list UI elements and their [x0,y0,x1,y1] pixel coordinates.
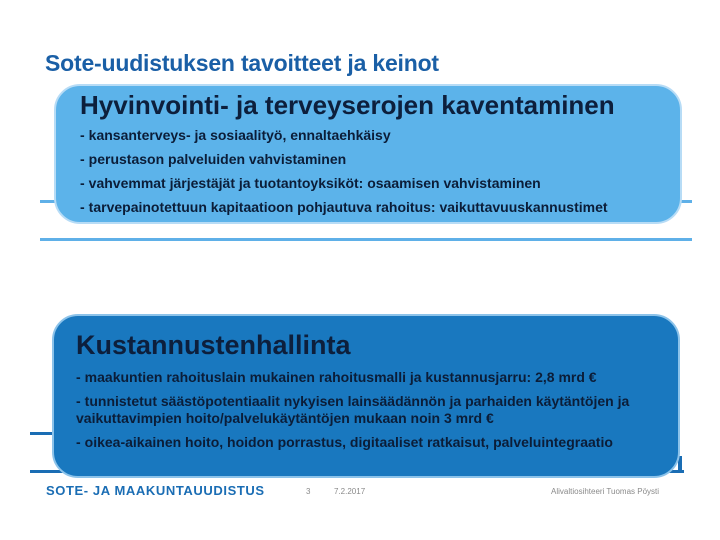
list-item [80,127,662,144]
box-heading: Kustannustenhallinta [76,330,351,360]
list-item [76,393,660,427]
dash-marker: - [80,199,85,215]
list-item [76,434,660,451]
bullet-list [76,369,660,451]
list-item-text: oikea-aikainen hoito, hoidon porrastus, digitaaliset ratkaisut, palveluintegraatio [84,434,613,450]
goal-box-cost-control [52,314,680,478]
list-item [76,369,660,386]
footer-presenter: Alivaltiosihteeri Tuomas Pöysti [551,487,660,496]
divider-box2-left-b [30,470,54,473]
box-heading: Hyvinvointi- ja terveyserojen kaventaminen [80,90,615,120]
dash-marker: - [80,151,85,167]
divider-lower [40,238,692,241]
page-number: 3 [306,487,311,496]
list-item-text: tunnistetut säästöpotentiaalit nykyisen lainsäädännön ja parhaiden käytäntöjen ja vaikuttavimpien hoito/palvelukäytäntöjen mukaan noin 3 mrd € [76,393,630,426]
list-item [80,151,662,168]
list-item-text: tarvepainotettuun kapitaatioon pohjautuva rahoitus: vaikuttavuuskannustimet [88,199,608,215]
list-item-text: vahvemmat järjestäjät ja tuotantoyksiköt: osaamisen vahvistaminen [88,175,541,191]
dash-marker: - [76,434,81,450]
footer-brand-logo: SOTE- JA MAAKUNTAUUDISTUS [46,483,265,498]
list-item-text: maakuntien rahoituslain mukainen rahoitusmalli ja kustannusjarru: 2,8 mrd € [84,369,597,385]
list-item [80,199,662,216]
dash-marker: - [80,127,85,143]
bullet-list [80,127,662,216]
divider-box2-left-a [30,432,54,435]
slide-title: Sote-uudistuksen tavoitteet ja keinot [45,50,439,76]
goal-box-health-equity [54,84,682,224]
dash-marker: - [76,393,81,409]
list-item-text: kansanterveys- ja sosiaalityö, ennaltaehkäisy [88,127,391,143]
footer-date: 7.2.2017 [334,487,366,496]
dash-marker: - [76,369,81,385]
list-item [80,175,662,192]
list-item-text: perustason palveluiden vahvistaminen [88,151,347,167]
dash-marker: - [80,175,85,191]
